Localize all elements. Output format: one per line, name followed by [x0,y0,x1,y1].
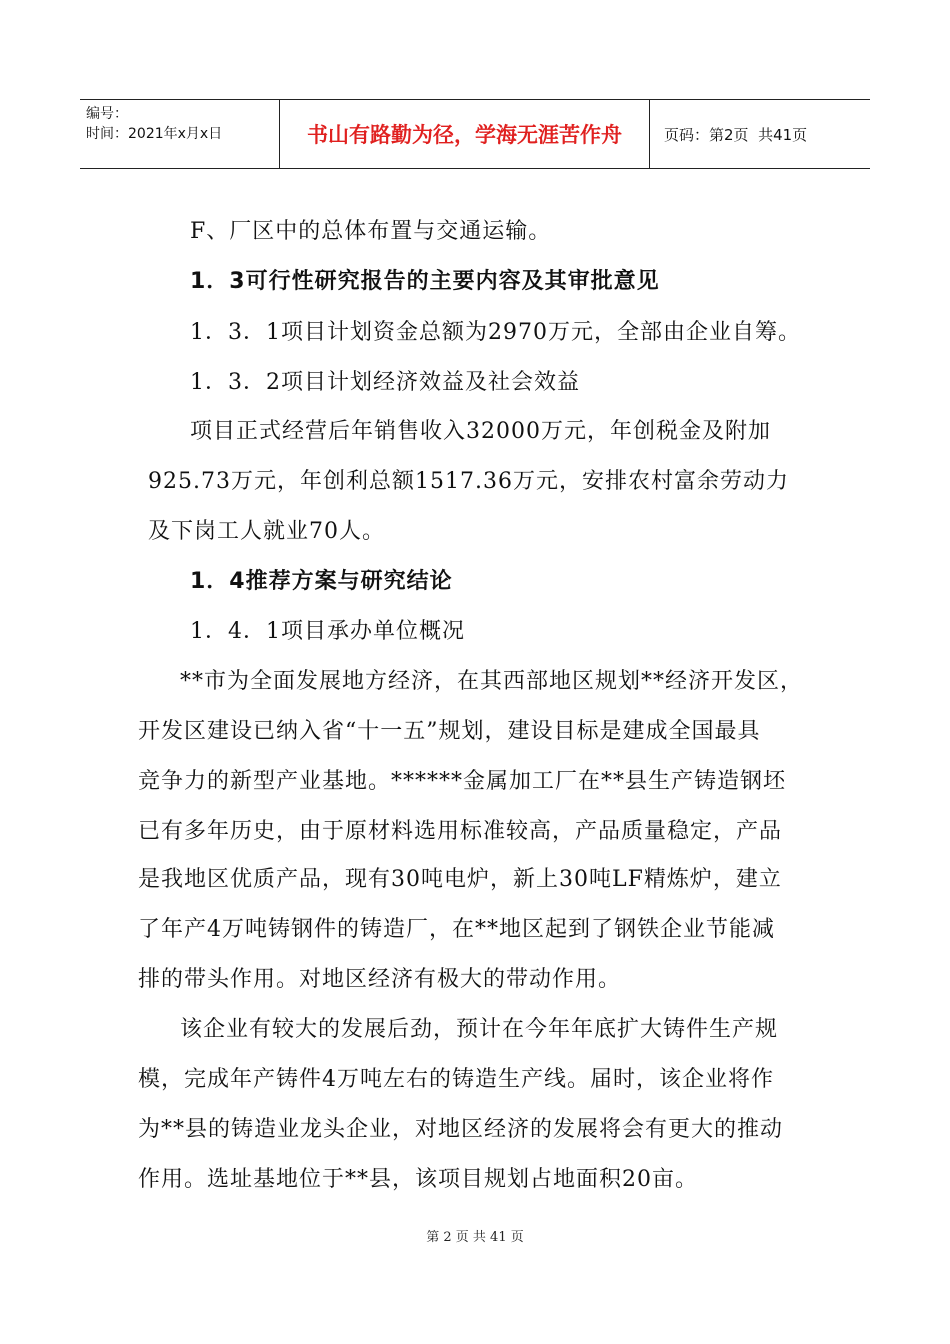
text-line: 竞争力的新型产业基地。******金属加工厂在**县生产铸造钢坯 [138,769,787,794]
date-label: 时间：2021年x月x日 [86,126,223,142]
text-line: 模，完成年产铸件4万吨左右的铸造生产线。届时，该企业将作 [138,1067,774,1092]
serial-label: 编号： [86,106,128,122]
text-line: 1．3．1项目计划资金总额为2970万元，全部由企业自筹。 [190,320,801,345]
text-line: 了年产4万吨铸钢件的铸造厂，在**地区起到了钢铁企业节能减 [138,917,775,942]
section-heading: 1．4推荐方案与研究结论 [190,569,453,594]
text-line: 排的带头作用。对地区经济有极大的带动作用。 [138,967,622,992]
text-line: 作用。选址基地位于**县，该项目规划占地面积20亩。 [138,1167,698,1192]
text-line: 及下岗工人就业70人。 [148,519,385,544]
text-line: 为**县的铸造业龙头企业，对地区经济的发展将会有更大的推动 [138,1117,784,1142]
subsection-heading: 1．3．2项目计划经济效益及社会效益 [190,370,580,395]
text-line: F、厂区中的总体布置与交通运输。 [190,219,552,244]
header-page-info [650,100,870,168]
text-line: 项目正式经营后年销售收入32000万元，年创税金及附加 [190,419,771,444]
text-line: 925.73万元，年创利总额1517.36万元，安排农村富余劳动力 [148,469,789,494]
page-header [80,99,870,169]
text-line: 是我地区优质产品，现有30吨电炉，新上30吨LF精炼炉，建立 [138,867,782,892]
text-line: 开发区建设已纳入省“十一五”规划，建设目标是建成全国最具 [138,719,761,744]
text-line: 该企业有较大的发展后劲，预计在今年年底扩大铸件生产规 [180,1017,779,1042]
subsection-heading: 1．4．1项目承办单位概况 [190,619,465,644]
section-heading: 1．3可行性研究报告的主要内容及其审批意见 [190,269,660,294]
header-motto: 书山有路勤为径，学海无涯苦作舟 [280,100,650,168]
text-line: **市为全面发展地方经济，在其西部地区规划**经济开发区， [180,669,804,694]
text-line: 已有多年历史，由于原材料选用标准较高，产品质量稳定，产品 [138,819,783,844]
header-meta [80,100,280,168]
page-footer: 第 2 页 共 41 页 [426,1230,524,1245]
page-label: 页码：第2页 共41页 [664,125,808,144]
